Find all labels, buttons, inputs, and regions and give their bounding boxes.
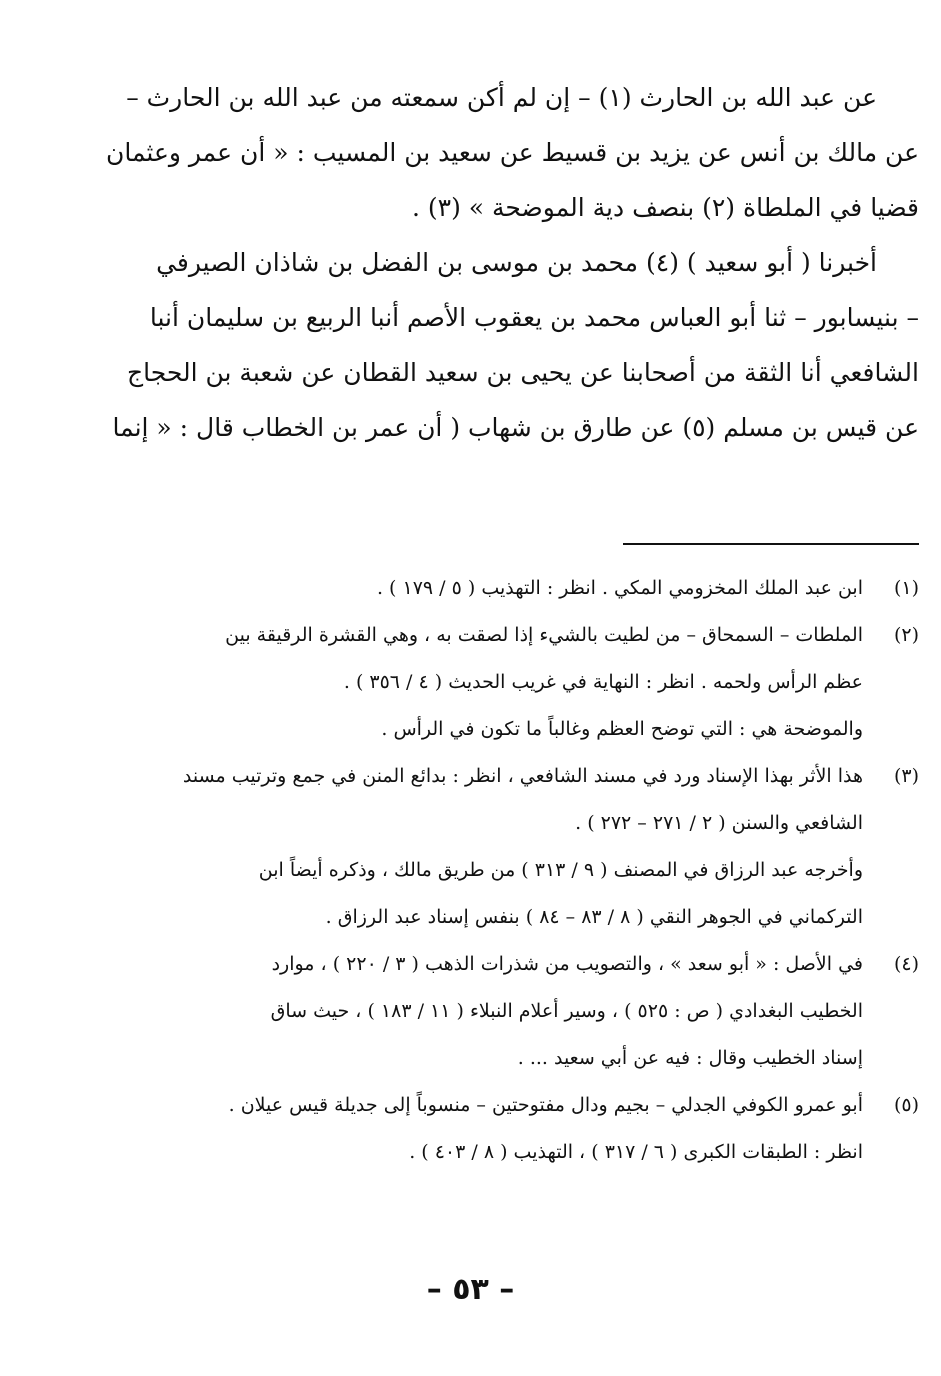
footnotes — [149, 565, 919, 1176]
main-text-line: عن عبد الله بن الحارث (١) – إن لم أكن سمعته من عبد الله بن الحارث – — [126, 83, 877, 112]
footnote-2 — [149, 612, 919, 706]
footnote-3 — [149, 753, 919, 847]
main-text-line: أخبرنا ( أبو سعيد ) (٤) محمد بن موسى بن الفضل بن شاذان الصيرفي — [156, 248, 877, 277]
footnote-continuation-line: التركماني في الجوهر النقي ( ٨ / ٨٣ – ٨٤ ) بنفس إسناد عبد الرزاق . — [325, 906, 863, 928]
footnote-body — [149, 941, 863, 1082]
footnote-line: هذا الأثر بهذا الإسناد ورد في مسند الشافعي ، انظر : بدائع المنن في جمع وترتيب مسند — [182, 765, 863, 787]
footnote-separator — [623, 543, 919, 545]
footnote-1 — [149, 565, 919, 612]
footnote-line: عظم الرأس ولحمه . انظر : النهاية في غريب الحديث ( ٤ / ٣٥٦ ) . — [343, 671, 863, 693]
footnote-number: (٣) — [893, 765, 919, 787]
page-number: – ٥٣ – — [426, 1272, 515, 1307]
main-text-line: – بنيسابور – ثنا أبو العباس محمد بن يعقوب الأصم أنبا الربيع بن سليمان أنبا — [149, 303, 919, 332]
main-text-line: عن قيس بن مسلم (٥) عن طارق بن شهاب ( أن عمر بن الخطاب قال : « إنما — [112, 413, 919, 442]
footnote-number: (٤) — [893, 953, 919, 975]
footnote-line: إسناد الخطيب وقال : فيه عن أبي سعيد ... . — [517, 1047, 863, 1069]
footnote-line: الملطات – السمحاق – من لطيت بالشيء إذا لصقت به ، وهي القشرة الرقيقة بين — [225, 624, 863, 646]
footnote-5 — [149, 1082, 919, 1176]
main-text — [105, 70, 919, 455]
footnote-line: ابن عبد الملك المخزومي المكي . انظر : التهذيب ( ٥ / ١٧٩ ) . — [376, 577, 863, 599]
footnote-number: (١) — [893, 577, 919, 599]
footnote-body — [149, 612, 863, 706]
footnote-continuation-line: والموضحة هي : التي توضح العظم وغالباً ما تكون في الرأس . — [381, 718, 863, 740]
footnote-continuation-line: وأخرجه عبد الرزاق في المصنف ( ٩ / ٣١٣ ) من طريق مالك ، وذكره أيضاً ابن — [258, 859, 863, 881]
footnote-line: الخطيب البغدادي ( ص : ٥٢٥ ) ، وسير أعلام النبلاء ( ١١ / ١٨٣ ) ، حيث ساق — [270, 1000, 863, 1022]
main-text-line: قضيا في الملطاة (٢) بنصف دية الموضحة » (٣) . — [411, 193, 919, 222]
footnote-body — [149, 753, 863, 847]
footnote-number: (٥) — [893, 1094, 919, 1116]
main-text-line: الشافعي أنا الثقة من أصحابنا عن يحيى بن سعيد القطان عن شعبة بن الحجاج — [126, 358, 919, 387]
footnote-number: (٢) — [893, 624, 919, 646]
footnote-body — [149, 1082, 863, 1176]
footnote-line: أبو عمرو الكوفي الجدلي – بجيم ودال مفتوحتين – منسوباً إلى جديلة قيس عيلان . — [228, 1094, 863, 1116]
footnote-line: في الأصل : « أبو سعد » ، والتصويب من شذرات الذهب ( ٣ / ٢٢٠ ) ، موارد — [271, 953, 863, 975]
footnote-line: انظر : الطبقات الكبرى ( ٦ / ٣١٧ ) ، التهذيب ( ٨ / ٤٠٣ ) . — [409, 1141, 863, 1163]
main-text-line: عن مالك بن أنس عن يزيد بن قسيط عن سعيد بن المسيب : « أن عمر وعثمان — [105, 138, 919, 167]
footnote-body — [149, 565, 863, 612]
footnote-4 — [149, 941, 919, 1082]
footnote-line: الشافعي والسنن ( ٢ / ٢٧١ – ٢٧٢ ) . — [575, 812, 863, 834]
